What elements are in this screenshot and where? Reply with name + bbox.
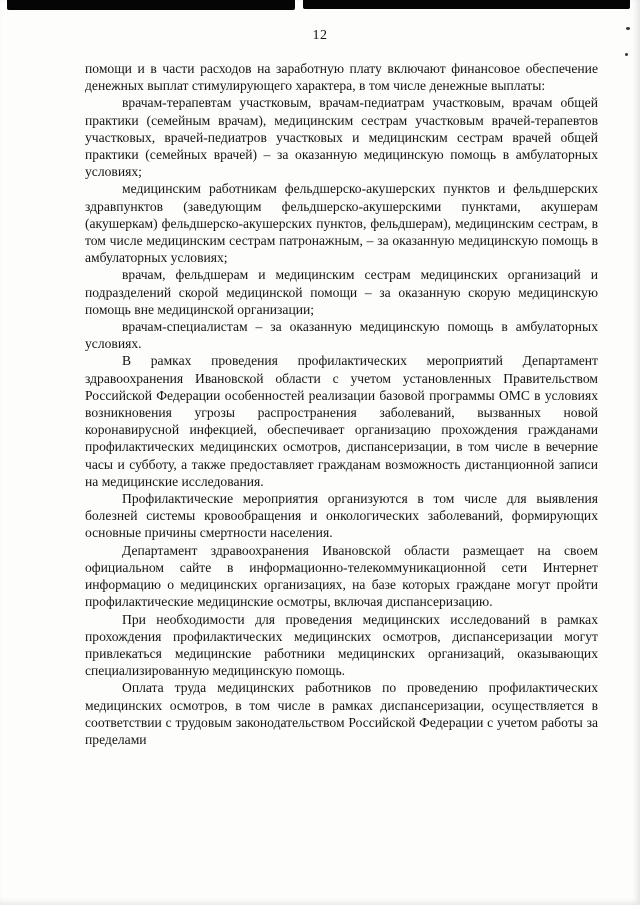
paragraph: медицинским работникам фельдшерско-акушерских пунктов и фельдшерских здравпунктов (заведующим фельдшерско-акушерскими пунктами, акушерам (акушеркам) фельдшерско-акушерских пунктов, фельдшерам), медицинским сестрам, в том числе медицинским сестрам патронажным, – за оказанную медицинскую помощь в амбулаторных условиях;	[85, 181, 598, 266]
scan-artifact-bar-right	[303, 0, 630, 9]
paragraph: Оплата труда медицинских работников по проведению профилактических медицинских осмотров, в том числе в рамках диспансеризации, осуществляется в соответствии с трудовым законодательством Российской Федерации с учетом работы за пределами	[85, 680, 598, 747]
document-body	[85, 60, 598, 748]
scan-artifact-dot	[625, 53, 628, 56]
paragraph: Департамент здравоохранения Ивановской области размещает на своем официальном сайте в информационно-телекоммуникационной сети Интернет информацию о медицинских организациях, на базе которых граждане могут пройти профилактические медицинские осмотры, включая диспансеризацию.	[85, 542, 598, 610]
paragraph: Профилактические мероприятия организуются в том числе для выявления болезней системы кровообращения и онкологических заболеваний, формирующих основные причины смертности населения.	[85, 491, 598, 541]
paragraph: При необходимости для проведения медицинских исследований в рамках прохождения профилактических медицинских осмотров, диспансеризации могут привлекаться медицинские работники медицинских организаций, оказывающих специализированную медицинскую помощь.	[85, 611, 598, 679]
page-number: 12	[312, 28, 328, 43]
paragraph: врачам, фельдшерам и медицинским сестрам медицинских организаций и подразделений скорой медицинской помощи – за оказанную скорую медицинскую помощь вне медицинской организации;	[85, 267, 598, 317]
paragraph: В рамках проведения профилактических мероприятий Департамент здравоохранения Ивановской области с учетом установленных Правительством Российской Федерации особенностей реализации базовой программы ОМС в условиях возникновения угрозы распространения заболеваний, вызванных новой коронавирусной инфекцией, обеспечивает организацию прохождения гражданами профилактических медицинских осмотров, диспансеризации, в том числе в вечерние часы и субботу, а также предоставляет гражданам возможность дистанционной записи на медицинские исследования.	[85, 353, 598, 489]
paragraph: врачам-терапевтам участковым, врачам-педиатрам участковым, врачам общей практики (семейным врачам), медицинским сестрам участковым врачей-терапевтов участковых, врачей-педиатров участковых и медицинским сестрам врачей общей практики (семейных врачей) – за оказанную медицинскую помощь в амбулаторных условиях;	[85, 95, 598, 180]
paragraph: врачам-специалистам – за оказанную медицинскую помощь в амбулаторных условиях.	[85, 319, 598, 352]
scan-artifact-bar-left	[7, 0, 295, 10]
paragraph-continuation: помощи и в части расходов на заработную плату включают финансовое обеспечение денежных выплат стимулирующего характера, в том числе денежные выплаты:	[85, 61, 598, 94]
